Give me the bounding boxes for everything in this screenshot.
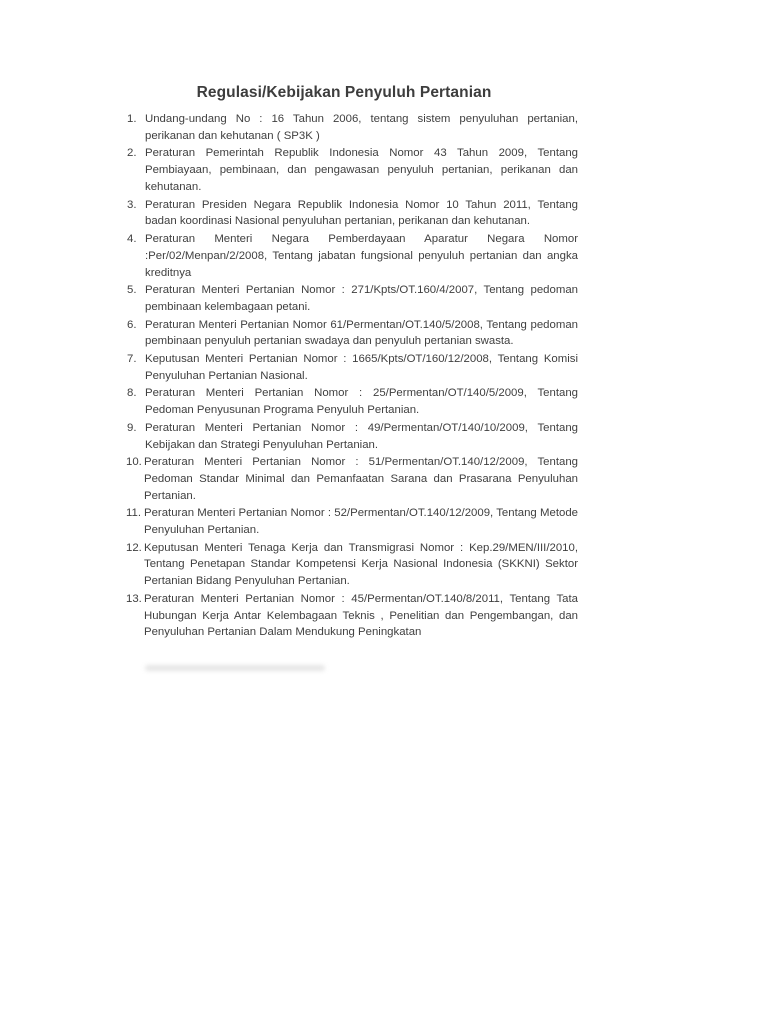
document-title: Regulasi/Kebijakan Penyuluh Pertanian [196, 84, 492, 101]
item-text: Keputusan Menteri Pertanian Nomor : 1665/Kpts/OT/160/12/2008, Tentang Komisi Penyuluhan Pertanian Nasional. [145, 352, 578, 382]
item-number: 9. [127, 421, 137, 434]
blurred-text-line [145, 665, 325, 671]
item-number: 10. [126, 456, 142, 469]
item-text: Peraturan Menteri Pertanian Nomor : 52/Permentan/OT.140/12/2009, Tentang Metode Penyuluhan Pertanian. [144, 507, 578, 537]
list-item [124, 145, 578, 195]
item-number: 8. [127, 387, 137, 400]
item-number: 7. [127, 352, 137, 365]
list-item [124, 591, 578, 641]
item-number: 2. [127, 147, 137, 160]
list-item [124, 317, 578, 351]
item-number: 3. [127, 198, 137, 211]
item-text: Peraturan Pemerintah Republik Indonesia Nomor 43 Tahun 2009, Tentang Pembiayaan, pembinaan, dan pengawasan penyuluh pertanian, perikanan dan kehutanan. [145, 147, 578, 193]
item-number: 1. [127, 113, 137, 125]
list-item [124, 540, 578, 590]
item-text: Peraturan Menteri Pertanian Nomor : 271/Kpts/OT.160/4/2007, Tentang pedoman pembinaan kelembagaan petani. [145, 284, 578, 313]
item-text: Peraturan Menteri Pertanian Nomor : 25/Permentan/OT/140/5/2009, Tentang Pedoman Penyusunan Programa Penyuluh Pertanian. [145, 387, 578, 417]
item-number: 5. [127, 284, 137, 297]
list-item [124, 111, 578, 145]
list-item [124, 420, 578, 454]
list-item [124, 282, 578, 316]
regulation-list [124, 111, 578, 642]
list-item [124, 454, 578, 504]
item-text: Keputusan Menteri Tenaga Kerja dan Transmigrasi Nomor : Kep.29/MEN/III/2010, Tentang Penetapan Standar Kompetensi Kerja Nasional Indonesia (SKKNI) Sektor Pertanian Bidang Penyuluhan Pertanian. [144, 541, 578, 588]
item-number: 13. [126, 592, 142, 605]
item-number: 12. [126, 541, 142, 554]
list-item [124, 351, 578, 385]
item-text: Peraturan Menteri Pertanian Nomor : 45/Permentan/OT.140/8/2011, Tentang Tata Hubungan Kerja Antar Kelembagaan Teknis , Penelitian dan Pengembangan, dan Penyuluhan Pertanian Dalam Mendukung Peningkatan [144, 592, 578, 639]
item-text: Peraturan Presiden Negara Republik Indonesia Nomor 10 Tahun 2011, Tentang badan koordinasi Nasional penyuluhan pertanian, perikanan dan kehutanan. [145, 198, 578, 228]
item-number: 11. [126, 507, 141, 520]
item-number: 6. [127, 318, 137, 331]
item-text: Peraturan Menteri Pertanian Nomor : 49/Permentan/OT/140/10/2009, Tentang Kebijakan dan Strategi Penyuluhan Pertanian. [145, 421, 578, 451]
list-item [124, 385, 578, 419]
item-text: Undang-undang No : 16 Tahun 2006, tentang sistem penyuluhan pertanian, perikanan dan kehutanan ( SP3K ) [145, 113, 578, 142]
item-text: Peraturan Menteri Pertanian Nomor : 51/Permentan/OT.140/12/2009, Tentang Pedoman Standar Minimal dan Pemanfaatan Sarana dan Prasarana Penyuluhan Pertanian. [144, 456, 578, 502]
list-item [124, 197, 578, 231]
item-number: 4. [127, 232, 137, 245]
list-item [124, 231, 578, 281]
item-text: Peraturan Menteri Pertanian Nomor 61/Permentan/OT.140/5/2008, Tentang pedoman pembinaan penyuluh pertanian swadaya dan penyuluh pertanian swasta. [145, 318, 578, 348]
list-item [124, 505, 578, 539]
item-text: Peraturan Menteri Negara Pemberdayaan Aparatur Negara Nomor :Per/02/Menpan/2/2008, Tentang jabatan fungsional penyuluh pertanian dan angka kreditnya [145, 232, 578, 279]
